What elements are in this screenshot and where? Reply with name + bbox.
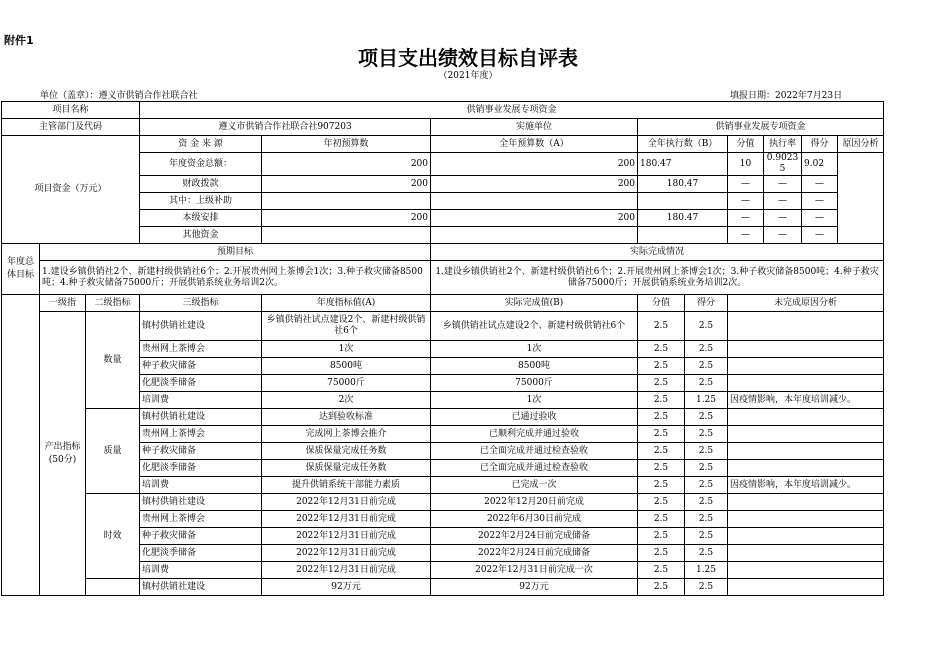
fund-rate: —: [764, 176, 802, 193]
ind-reason: [728, 528, 884, 545]
ind-actual: 2022年6月30日前完成: [431, 511, 638, 528]
ind-reason: [728, 545, 884, 562]
fund-name: 本级安排: [140, 210, 262, 227]
ind-score: 2.5: [638, 460, 685, 477]
attachment-label: 附件1: [4, 34, 34, 47]
ind-target: 1次: [262, 341, 431, 358]
ind-got: 2.5: [685, 443, 728, 460]
ind-got: 2.5: [685, 358, 728, 375]
fund-score: —: [728, 176, 764, 193]
ind-reason: [728, 375, 884, 392]
funds-header: 年初预算数: [262, 136, 431, 153]
funds-label: 项目资金（万元）: [2, 136, 140, 244]
funds-header: 资 金 来 源: [140, 136, 262, 153]
ind-reason: [728, 341, 884, 358]
ind-name: 镇村供销社建设: [140, 494, 262, 511]
ind-score: 2.5: [638, 426, 685, 443]
fund-init: [262, 193, 431, 210]
fund-score: —: [728, 210, 764, 227]
fill-date: 填报日期：2022年7月23日: [730, 91, 843, 101]
fund-exec: 180.47: [638, 210, 728, 227]
fund-got: —: [802, 193, 838, 210]
expected-goal: 1.建设乡镇供销社2个、新建村级供销社6个；2.开展贵州网上茶博会1次；3.种子救灾储备8500吨；4.种子救灾储备75000斤；开展供销系统业务培训2次。: [40, 261, 431, 295]
level1-output: 产出指标(50分): [40, 312, 86, 596]
funds-header: 全年预算数（A）: [431, 136, 638, 153]
report-year: （2021年度）: [438, 71, 498, 81]
ind-name: 种子救灾储备: [140, 443, 262, 460]
ind-score: 2.5: [638, 409, 685, 426]
ind-reason: [728, 312, 884, 341]
ind-score: 2.5: [638, 443, 685, 460]
ind-name: 种子救灾储备: [140, 528, 262, 545]
ind-actual: 75000斤: [431, 375, 638, 392]
ind-header: 分值: [638, 295, 685, 312]
ind-target: 2022年12月31日前完成: [262, 528, 431, 545]
ind-target: 提升供销系统干部能力素质: [262, 477, 431, 494]
ind-target: 完成网上茶博会推介: [262, 426, 431, 443]
dept-value: 遵义市供销合作社联合社907203: [140, 119, 431, 136]
fund-rate: —: [764, 227, 802, 244]
fund-reason: [838, 153, 884, 244]
ind-reason: [728, 443, 884, 460]
ind-actual: 乡镇供销社试点建设2个、新建村级供销社6个: [431, 312, 638, 341]
funds-header: 全年执行数（B）: [638, 136, 728, 153]
ind-header: 三级指标: [140, 295, 262, 312]
ind-name: 种子救灾储备: [140, 358, 262, 375]
ind-actual: 1次: [431, 341, 638, 358]
ind-name: 培训费: [140, 562, 262, 579]
fund-rate: 0.90235: [764, 153, 802, 176]
fund-full: 200: [431, 210, 638, 227]
ind-target: 75000斤: [262, 375, 431, 392]
ind-score: 2.5: [638, 341, 685, 358]
ind-name: 贵州网上茶博会: [140, 426, 262, 443]
ind-got: 2.5: [685, 494, 728, 511]
ind-name: 化肥淡季储备: [140, 375, 262, 392]
fund-exec: [638, 193, 728, 210]
ind-actual: 已全面完成并通过检查验收: [431, 443, 638, 460]
ind-target: 2022年12月31日前完成: [262, 562, 431, 579]
ind-score: 2.5: [638, 477, 685, 494]
fund-full: 200: [431, 176, 638, 193]
quantity-label: 数量: [86, 312, 140, 409]
ind-target: 保质保量完成任务数: [262, 443, 431, 460]
fund-exec: [638, 227, 728, 244]
ind-name: 贵州网上茶博会: [140, 341, 262, 358]
ind-target: 达到验收标准: [262, 409, 431, 426]
ind-got: 2.5: [685, 579, 728, 596]
ind-name: 镇村供销社建设: [140, 409, 262, 426]
ind-reason: [728, 579, 884, 596]
fund-init: [262, 227, 431, 244]
fund-got: 9.02: [802, 153, 838, 176]
funds-header: 执行率: [764, 136, 802, 153]
ind-reason: [728, 562, 884, 579]
ind-header: 二级指标: [86, 295, 140, 312]
evaluation-table: [1, 101, 884, 596]
ind-name: 镇村供销社建设: [140, 579, 262, 596]
ind-score: 2.5: [638, 579, 685, 596]
ind-name: 培训费: [140, 392, 262, 409]
ind-name: 化肥淡季储备: [140, 460, 262, 477]
goals-label: 年度总体目标: [2, 244, 40, 295]
fund-got: —: [802, 227, 838, 244]
fund-got: —: [802, 210, 838, 227]
fund-name: 年度资金总额：: [140, 153, 262, 176]
actual-goal: 1.建设乡镇供销社2个、新建村级供销社6个；2.开展贵州网上茶博会1次；3.种子救灾储备8500吨；4.种子救灾储备75000斤；开展供销系统业务培训2次。: [431, 261, 884, 295]
actual-label: 实际完成情况: [431, 244, 884, 261]
ind-target: 2次: [262, 392, 431, 409]
ind-actual: 2022年12月31日前完成一次: [431, 562, 638, 579]
dept-label: 主管部门及代码: [2, 119, 140, 136]
fund-full: [431, 193, 638, 210]
funds-header: 原因分析: [838, 136, 884, 153]
fund-score: —: [728, 193, 764, 210]
ind-actual: 1次: [431, 392, 638, 409]
blank-margin: [2, 295, 40, 596]
quality-label: 质量: [86, 409, 140, 494]
ind-target: 92万元: [262, 579, 431, 596]
ind-actual: 已全面完成并通过检查验收: [431, 460, 638, 477]
ind-actual: 已完成一次: [431, 477, 638, 494]
project-name-label: 项目名称: [2, 102, 140, 119]
expected-label: 预期目标: [40, 244, 431, 261]
ind-got: 2.5: [685, 409, 728, 426]
fund-init: 200: [262, 153, 431, 176]
ind-header: 一级指: [40, 295, 86, 312]
cost-label: [86, 579, 140, 596]
ind-header: 得分: [685, 295, 728, 312]
impl-value: 供销事业发展专项资金: [638, 119, 884, 136]
ind-target: 2022年12月31日前完成: [262, 545, 431, 562]
ind-actual: 已通过验收: [431, 409, 638, 426]
ind-target: 2022年12月31日前完成: [262, 494, 431, 511]
ind-name: 培训费: [140, 477, 262, 494]
ind-score: 2.5: [638, 375, 685, 392]
ind-score: 2.5: [638, 511, 685, 528]
impl-label: 实施单位: [431, 119, 638, 136]
fund-score: —: [728, 227, 764, 244]
fund-exec: 180.47: [638, 176, 728, 193]
ind-actual: 8500吨: [431, 358, 638, 375]
ind-reason: [728, 460, 884, 477]
ind-actual: 2022年2月24日前完成储备: [431, 545, 638, 562]
ind-got: 2.5: [685, 341, 728, 358]
ind-got: 2.5: [685, 545, 728, 562]
fund-full: [431, 227, 638, 244]
ind-target: 乡镇供销社试点建设2个、新建村级供销社6个: [262, 312, 431, 341]
funds-header: 得分: [802, 136, 838, 153]
page-title: 项目支出绩效目标自评表: [358, 46, 578, 70]
ind-got: 2.5: [685, 511, 728, 528]
fund-init: 200: [262, 176, 431, 193]
ind-reason: 因疫情影响，本年度培训减少。: [728, 392, 884, 409]
ind-score: 2.5: [638, 358, 685, 375]
project-name: 供销事业发展专项资金: [140, 102, 884, 119]
ind-got: 2.5: [685, 528, 728, 545]
ind-reason: [728, 358, 884, 375]
ind-target: 8500吨: [262, 358, 431, 375]
ind-reason: 因疫情影响，本年度培训减少。: [728, 477, 884, 494]
ind-actual: 92万元: [431, 579, 638, 596]
ind-actual: 2022年12月20日前完成: [431, 494, 638, 511]
ind-reason: [728, 426, 884, 443]
ind-score: 2.5: [638, 312, 685, 341]
fund-name: 其他资金: [140, 227, 262, 244]
ind-got: 2.5: [685, 477, 728, 494]
ind-header: 实际完成值(B): [431, 295, 638, 312]
unit-label: 单位（盖章）：遵义市供销合作社联合社: [40, 91, 198, 101]
ind-header: 未完成原因分析: [728, 295, 884, 312]
ind-score: 2.5: [638, 562, 685, 579]
ind-got: 1.25: [685, 562, 728, 579]
ind-got: 2.5: [685, 426, 728, 443]
fund-rate: —: [764, 210, 802, 227]
ind-score: 2.5: [638, 494, 685, 511]
fund-exec: 180.47: [638, 153, 728, 176]
ind-header: 年度指标值(A): [262, 295, 431, 312]
fund-rate: —: [764, 193, 802, 210]
ind-got: 1.25: [685, 392, 728, 409]
ind-reason: [728, 511, 884, 528]
ind-score: 2.5: [638, 545, 685, 562]
ind-actual: 2022年2月24日前完成储备: [431, 528, 638, 545]
ind-score: 2.5: [638, 528, 685, 545]
ind-reason: [728, 409, 884, 426]
timeliness-label: 时效: [86, 494, 140, 579]
ind-score: 2.5: [638, 392, 685, 409]
ind-got: 2.5: [685, 312, 728, 341]
funds-header: 分值: [728, 136, 764, 153]
fund-score: 10: [728, 153, 764, 176]
ind-got: 2.5: [685, 460, 728, 477]
ind-name: 贵州网上茶博会: [140, 511, 262, 528]
ind-name: 化肥淡季储备: [140, 545, 262, 562]
fund-name: 其中：上级补助: [140, 193, 262, 210]
ind-name: 镇村供销社建设: [140, 312, 262, 341]
ind-target: 保质保量完成任务数: [262, 460, 431, 477]
ind-reason: [728, 494, 884, 511]
ind-target: 2022年12月31日前完成: [262, 511, 431, 528]
ind-actual: 已顺利完成并通过验收: [431, 426, 638, 443]
fund-got: —: [802, 176, 838, 193]
fund-name: 财政拨款: [140, 176, 262, 193]
fund-init: 200: [262, 210, 431, 227]
fund-full: 200: [431, 153, 638, 176]
ind-got: 2.5: [685, 375, 728, 392]
